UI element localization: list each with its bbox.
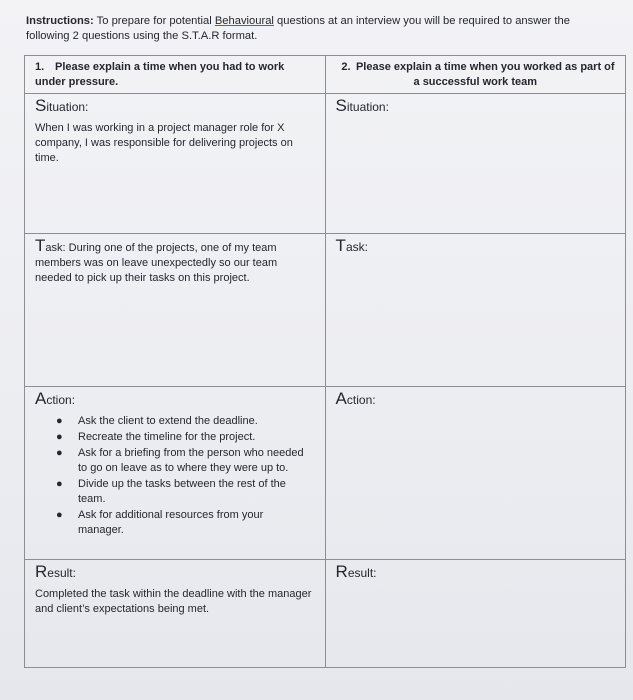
left-action-heading: Action:	[35, 389, 76, 408]
bullet-icon: ●	[56, 431, 63, 443]
instructions-text-after: questions at an interview you will be required to answer the following 2 questions using the S.T.A.R format.	[26, 15, 570, 42]
bullet-icon: ●	[56, 447, 63, 459]
left-result-cell	[25, 560, 326, 668]
instructions-label: Instructions:	[26, 15, 94, 27]
list-item: ● Ask the client to extend the deadline.	[56, 415, 258, 427]
right-situation-cell	[325, 94, 625, 234]
question-2-number: 2.	[341, 61, 351, 73]
instructions	[26, 14, 616, 44]
result-row	[25, 560, 626, 668]
left-task-text	[35, 238, 315, 286]
instructions-underlined-word: Behavioural	[214, 15, 274, 27]
left-situation-cell	[25, 94, 326, 234]
question-row	[25, 56, 626, 94]
question-1-text: Please explain a time when you had to work under pressure.	[35, 61, 285, 88]
right-task-heading: Task:	[335, 236, 368, 255]
instructions-text-before: To prepare for potential	[93, 15, 215, 27]
bullet-icon: ●	[56, 415, 63, 427]
right-task-cell	[325, 234, 625, 387]
list-item: ● Ask for additional resources from your manager.	[56, 509, 264, 536]
left-result-heading: Result:	[35, 562, 76, 581]
action-row	[25, 387, 626, 560]
question-1	[25, 56, 326, 94]
left-task-rest: ask:	[45, 242, 66, 254]
right-result-cell	[325, 560, 625, 668]
left-situation-body: When I was working in a project manager role for X company, I was responsible for delivering projects on time.	[35, 122, 293, 164]
list-item: ● Divide up the tasks between the rest of the team.	[56, 478, 286, 505]
question-2-text: Please explain a time when you worked as part of a successful work team	[355, 61, 615, 88]
question-2	[325, 56, 625, 94]
bullet-icon: ●	[56, 509, 63, 521]
list-item: ● Recreate the timeline for the project.	[56, 431, 256, 443]
bullet-icon: ●	[56, 478, 63, 490]
star-table	[24, 55, 626, 668]
left-task-body: During one of the projects, one of my team members was on leave unexpectedly so our team needed to pick up their tasks on this project.	[35, 242, 278, 284]
left-action-cell	[25, 387, 326, 560]
list-item: ● Ask for a briefing from the person who needed to go on leave as to where they were up to.	[56, 447, 304, 474]
left-situation-heading: Situation:	[35, 96, 89, 115]
left-task-cell	[25, 234, 326, 387]
situation-row	[25, 94, 626, 234]
right-result-heading: Result:	[335, 562, 377, 581]
right-action-heading: Action:	[335, 389, 376, 408]
action-list	[35, 414, 315, 538]
left-task-initial: T	[35, 236, 46, 255]
left-result-body: Completed the task within the deadline with the manager and client’s expectations being met.	[35, 588, 312, 615]
right-situation-heading: Situation:	[335, 96, 389, 115]
task-row	[25, 234, 626, 387]
right-action-cell	[325, 387, 625, 560]
question-1-number: 1.	[35, 61, 45, 73]
